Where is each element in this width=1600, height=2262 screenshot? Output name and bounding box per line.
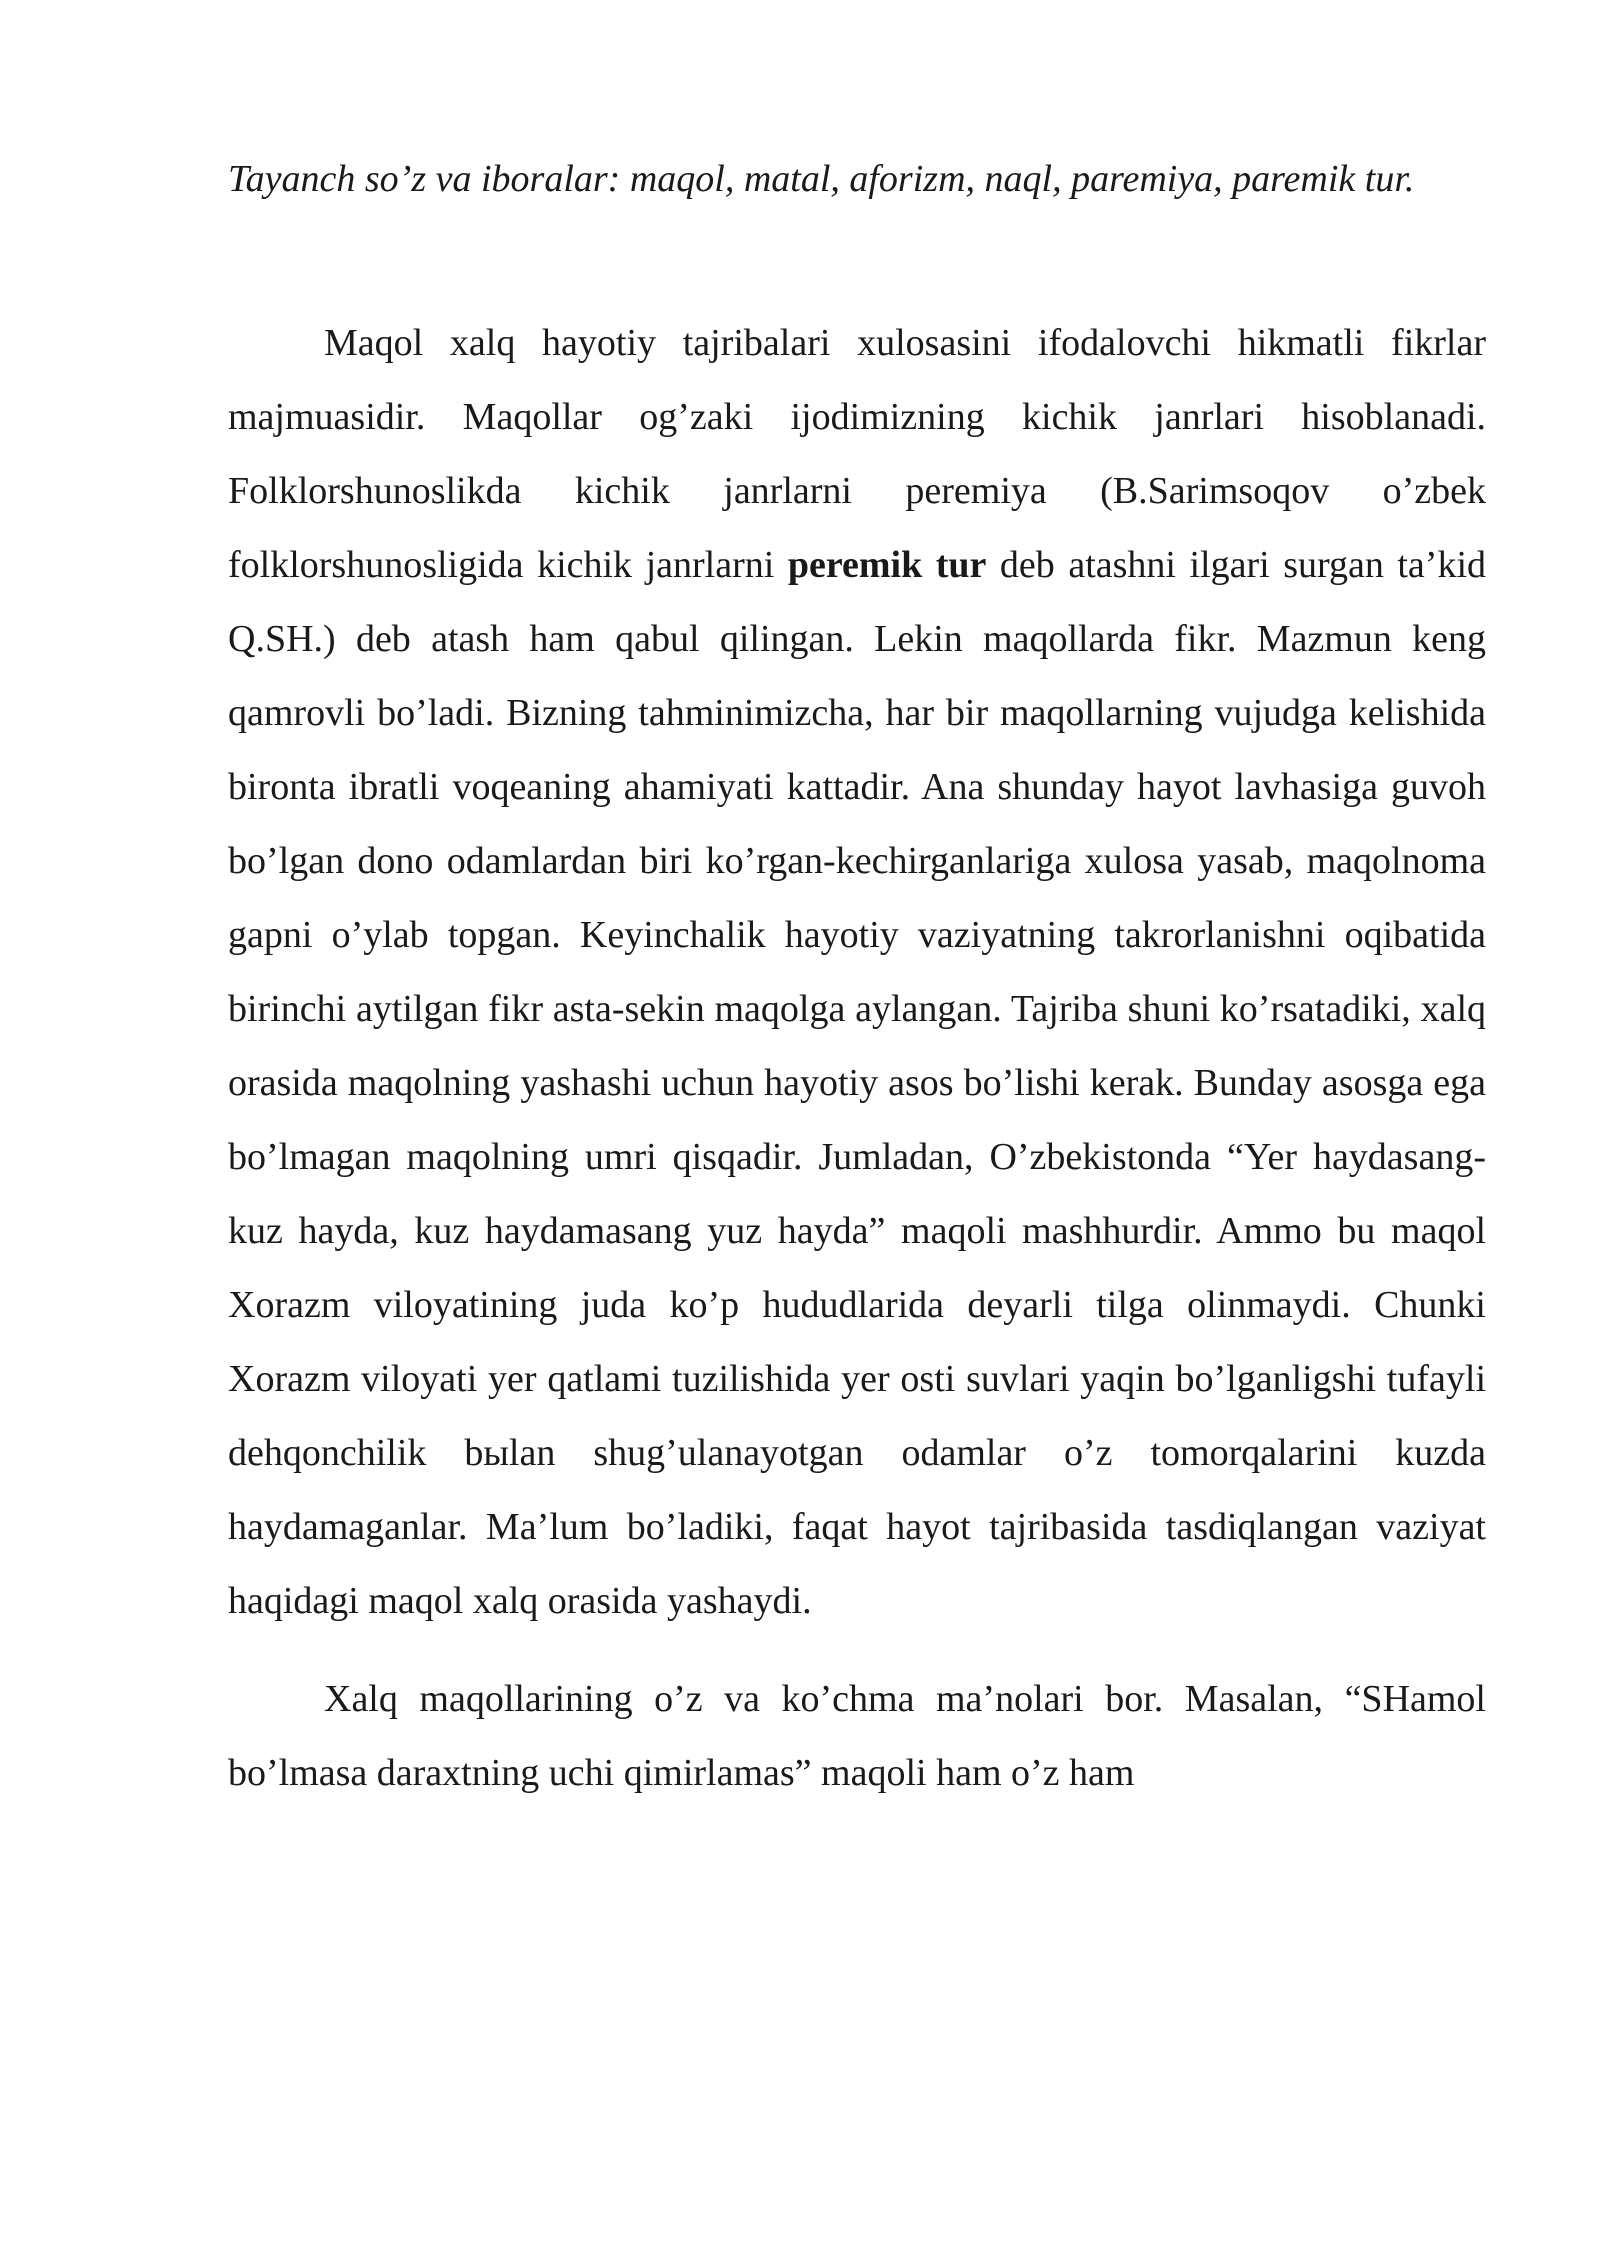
page-content <box>228 150 1486 1810</box>
paragraph-1-text-start: Maqol xalq hayotiy tajribalari xulosasini ifodalovchi hikmatli fikrlar majmuasidir. Maqollar og’zaki ijodimizning kichik janrlari hisoblanadi. Folklorshunoslikda kichik janrlarni peremiya (B.Sarimsoqov o’zbek folklorshunosligida kichik janrlarni <box>228 322 1486 586</box>
body-paragraph-1 <box>228 306 1486 1638</box>
paragraph-1-text-end: deb atashni ilgari surgan ta’kid Q.SH.) deb atash ham qabul qilingan. Lekin maqollarda fikr. Mazmun keng qamrovli bo’ladi. Bizning tahminimizcha, har bir maqollarning vujudga kelishida bironta ibratli voqeaning ahamiyati kattadir. Ana shunday hayot lavhasiga guvoh bo’lgan dono odamlardan biri ko’rgan-kechirganlariga xulosa yasab, maqolnoma gapni o’ylab topgan. Keyinchalik hayotiy vaziyatning takrorlanishni oqibatida birinchi aytilgan fikr asta-sekin maqolga aylangan. Tajriba shuni ko’rsatadiki, xalq orasida maqolning yashashi uchun hayotiy asos bo’lishi kerak. Bunday asosga ega bo’lmagan maqolning umri qisqadir. Jumladan, O’zbekistonda “Yer haydasang-kuz hayda, kuz haydamasang yuz hayda” maqoli mashhurdir. Ammo bu maqol Xorazm viloyatining juda ko’p hududlarida deyarli tilga olinmaydi. Chunki Xorazm viloyati yer qatlami tuzilishida yer osti suvlari yaqin bo’lganligshi tufayli dehqonchilik bыlan shug’ulanayotgan odamlar o’z tomorqalarini kuzda haydamaganlar. Ma’lum bo’ladiki, faqat hayot tajribasida tasdiqlangan vaziyat haqidagi maqol xalq orasida yashaydi. <box>228 544 1487 1622</box>
bold-term: peremik tur <box>787 544 987 586</box>
body-paragraph-2: Xalq maqollarining o’z va ko’chma ma’nolari bor. Masalan, “SHamol bo’lmasa daraxtning uchi qimirlamas” maqoli ham o’z ham <box>228 1678 1486 1794</box>
keywords-line: Tayanch so’z va iboralar: maqol, matal, aforizm, naql, paremiya, paremik tur. <box>228 158 1415 200</box>
